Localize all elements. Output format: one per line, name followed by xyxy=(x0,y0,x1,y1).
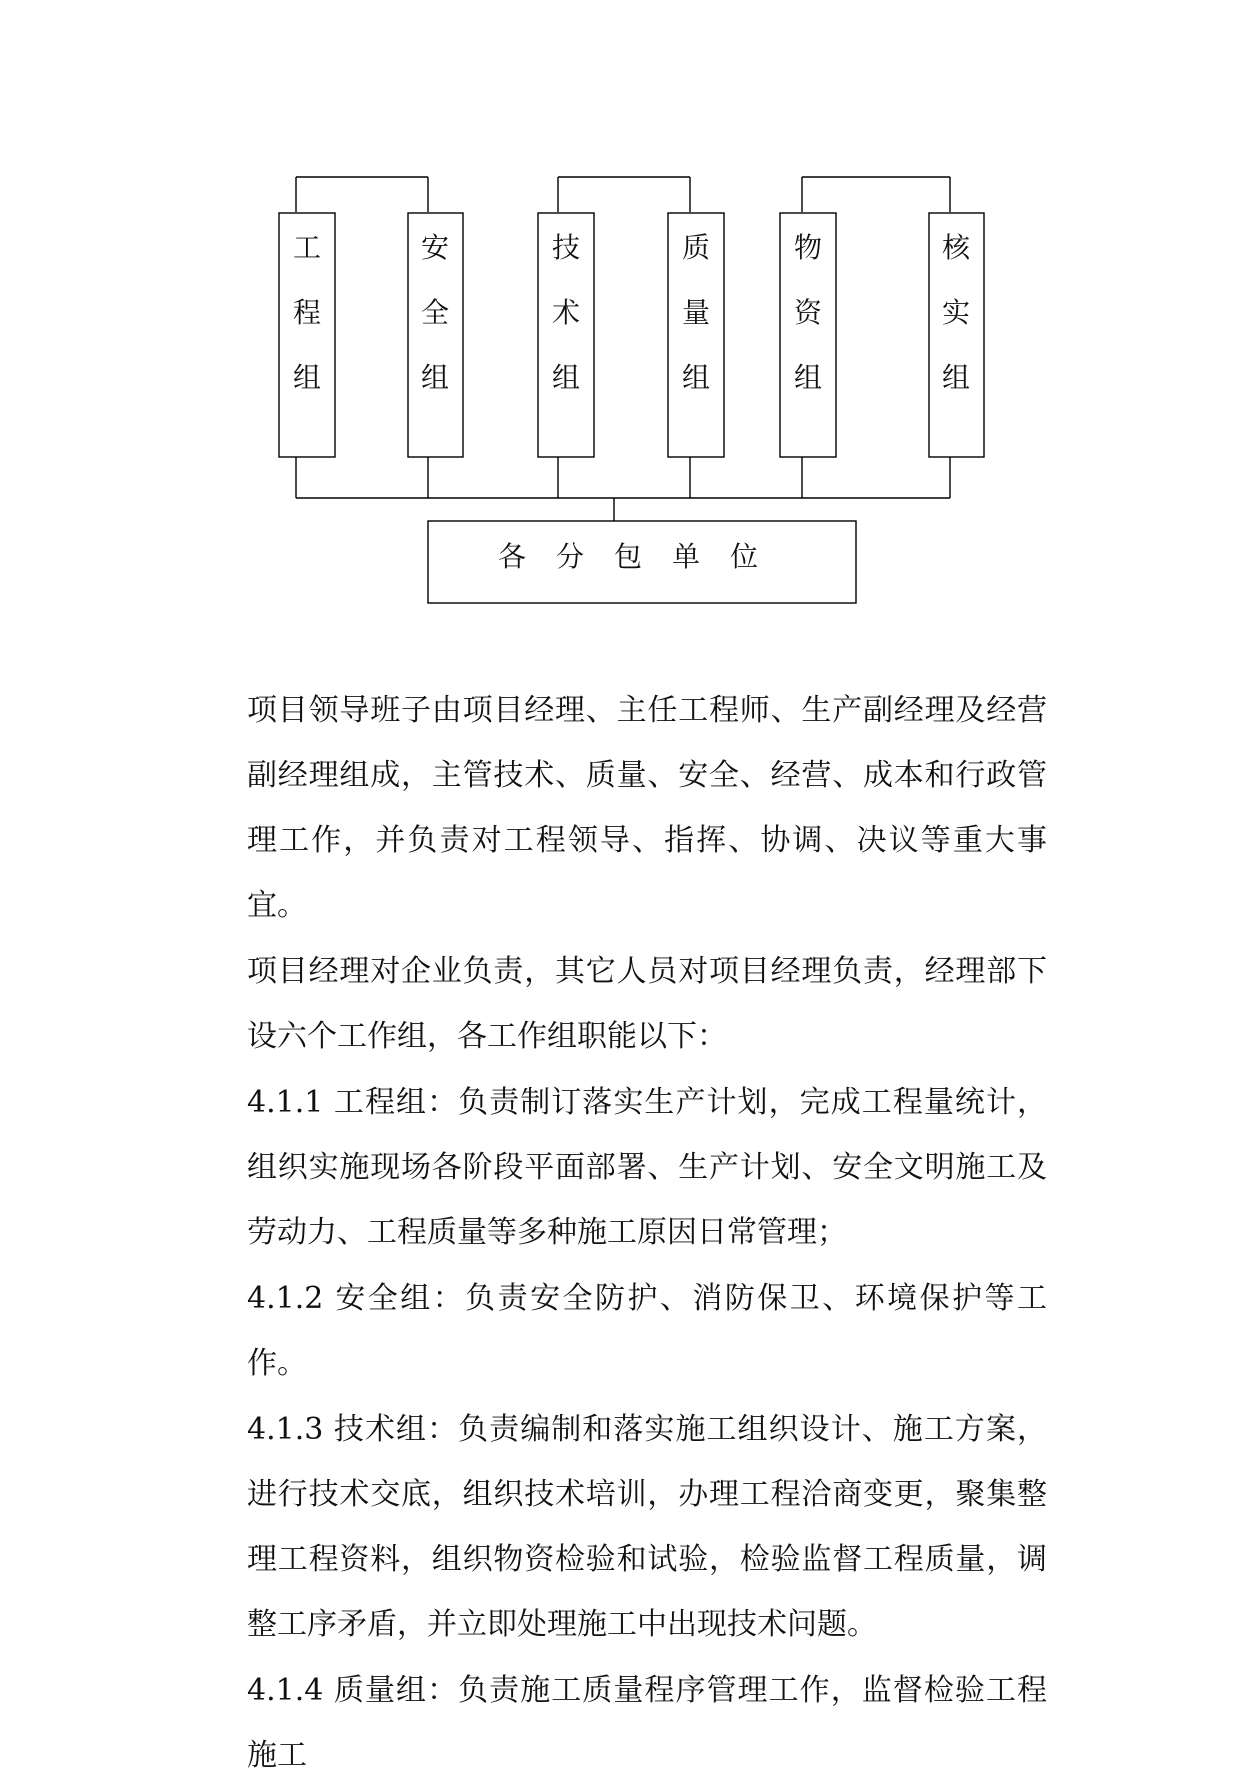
group-box-technology xyxy=(538,213,594,457)
group-char: 实 xyxy=(941,296,971,329)
group-char: 技 xyxy=(551,231,581,264)
group-box-quality xyxy=(668,213,724,457)
group-char: 资 xyxy=(793,296,823,329)
paragraph-technology-group: 4.1.3 技术组：负责编制和落实施工组织设计、施工方案，进行技术交底，组织技术培训，办理工程洽商变更，聚集整理工程资料，组织物资检验和试验，检验监督工程质量，调整工序矛盾，并立即处理施工中出现技术问题。 xyxy=(247,1412,1047,1642)
group-char: 物 xyxy=(793,231,823,264)
group-box-safety xyxy=(408,213,463,457)
group-box-engineering xyxy=(279,213,335,457)
group-box-materials xyxy=(780,213,836,457)
group-box-verification xyxy=(929,213,984,457)
pair-bracket-engineering-safety xyxy=(296,177,428,212)
subcontractor-char: 单 xyxy=(671,540,701,573)
paragraph-quality-group: 4.1.4 质量组：负责施工质量程序管理工作，监督检验工程施工 xyxy=(247,1673,1047,1773)
group-char: 组 xyxy=(793,361,823,394)
group-char: 程 xyxy=(292,296,322,329)
group-char: 组 xyxy=(292,361,322,394)
subcontractor-char: 位 xyxy=(729,540,759,573)
group-char: 组 xyxy=(681,361,711,394)
paragraph-safety-group: 4.1.2 安全组：负责安全防护、消防保卫、环境保护等工作。 xyxy=(247,1281,1047,1381)
pair-bracket-material-check xyxy=(802,177,950,212)
group-char: 核 xyxy=(941,231,971,264)
document-body xyxy=(247,678,1047,1789)
subcontractor-char: 分 xyxy=(555,540,585,573)
paragraph-responsibility: 项目经理对企业负责，其它人员对项目经理负责，经理部下设六个工作组，各工作组职能以下： xyxy=(247,954,1047,1054)
group-char: 组 xyxy=(941,361,971,394)
subcontractor-char: 包 xyxy=(613,540,643,573)
org-chart xyxy=(0,0,1241,640)
group-char: 安 xyxy=(420,231,450,264)
group-char: 全 xyxy=(420,296,450,329)
paragraph-engineering-group: 4.1.1 工程组：负责制订落实生产计划，完成工程量统计，组织实施现场各阶段平面部署、生产计划、安全文明施工及劳动力、工程质量等多种施工原因日常管理； xyxy=(247,1085,1047,1250)
pair-bracket-tech-quality xyxy=(558,177,690,212)
subcontractor-char: 各 xyxy=(497,540,527,573)
group-char: 组 xyxy=(420,361,450,394)
group-char: 量 xyxy=(681,296,711,329)
group-char: 组 xyxy=(551,361,581,394)
paragraph-leadership: 项目领导班子由项目经理、主任工程师、生产副经理及经营副经理组成，主管技术、质量、安全、经营、成本和行政管理工作，并负责对工程领导、指挥、协调、决议等重大事宜。 xyxy=(247,693,1047,923)
subcontractor-box xyxy=(428,521,856,603)
group-char: 术 xyxy=(551,296,581,329)
group-char: 质 xyxy=(681,231,711,264)
group-char: 工 xyxy=(292,231,322,264)
connector-lines xyxy=(296,457,950,521)
